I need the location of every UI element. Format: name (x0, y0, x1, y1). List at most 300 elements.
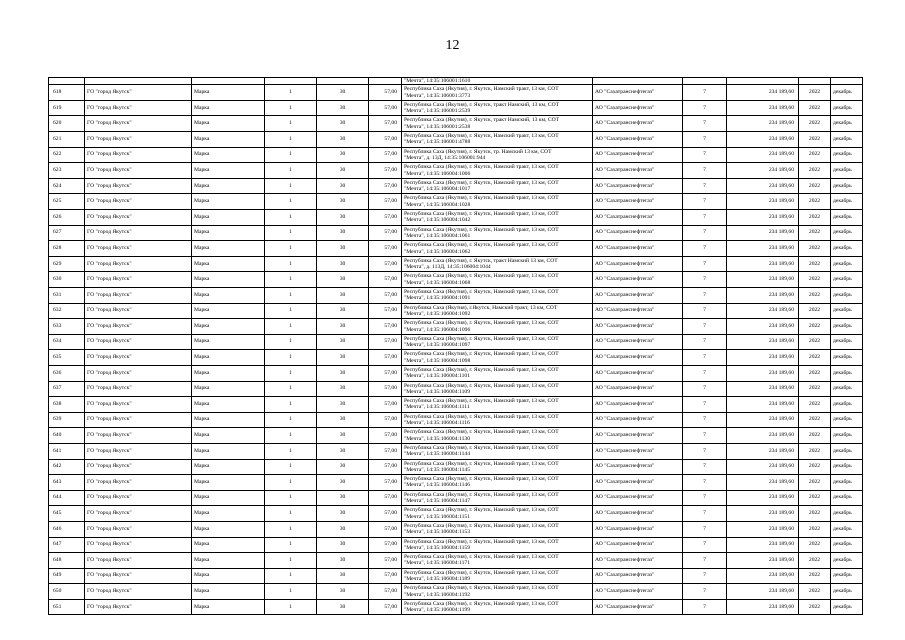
address-line-1: Республика Саха (Якутия), г. Якутск, Намский тракт, 13 км, СОТ (404, 600, 559, 607)
address-cell (402, 288, 593, 304)
address-cell (402, 599, 593, 615)
type-cell: Марка (192, 506, 265, 522)
amount-cell: 57,00 (369, 334, 402, 350)
address-cell (402, 428, 593, 444)
address-line-2: "Мечта", 14:35:106004:1062 (404, 248, 471, 255)
municipality-cell: ГО "город Якутск" (85, 599, 192, 615)
table-body (49, 78, 863, 615)
address-line-2: "Мечта", 14:35:106004:1147 (404, 498, 471, 505)
quantity-cell: 1 (265, 568, 317, 584)
organization-cell: АО "Сахатранснефтегаз" (593, 100, 683, 116)
address-line-2: "Мечта", 14:35:106001:2538 (404, 123, 471, 130)
address-line-2: "Мечта", 14:35:106004:1145 (404, 466, 471, 473)
municipality-cell: ГО "город Якутск" (85, 459, 192, 475)
sum-cell: 234 189,60 (727, 599, 799, 615)
organization-cell: АО "Сахатранснефтегаз" (593, 256, 683, 272)
row-number: 636 (49, 365, 85, 381)
code-cell: 7 (683, 568, 727, 584)
row-number: 644 (49, 490, 85, 506)
amount-cell: 57,00 (369, 537, 402, 553)
quantity-cell: 1 (265, 241, 317, 257)
organization-cell: АО "Сахатранснефтегаз" (593, 584, 683, 600)
table-row (49, 568, 863, 584)
amount-cell: 57,00 (369, 381, 402, 397)
month-cell: декабрь (831, 350, 863, 366)
year-cell: 2022 (799, 147, 831, 163)
sum-cell: 234 189,60 (727, 537, 799, 553)
address-line-2: "Мечта", 14:35:106001:3773 (404, 92, 471, 99)
address-line-2: "Мечта", 14:35:106004:1098 (404, 357, 471, 364)
type-cell: Марка (192, 584, 265, 600)
code-cell: 7 (683, 241, 727, 257)
amount-cell: 57,00 (369, 397, 402, 413)
year-cell: 2022 (799, 163, 831, 179)
organization-cell: АО "Сахатранснефтегаз" (593, 537, 683, 553)
quantity-cell: 1 (265, 521, 317, 537)
amount-cell: 57,00 (369, 584, 402, 600)
value-cell: 30 (317, 241, 369, 257)
table-row (49, 412, 863, 428)
row-number: 648 (49, 553, 85, 569)
address-cell (402, 85, 593, 101)
value-cell: 30 (317, 225, 369, 241)
quantity-cell: 1 (265, 459, 317, 475)
type-cell: Марка (192, 537, 265, 553)
amount-cell: 57,00 (369, 443, 402, 459)
municipality-cell: ГО "город Якутск" (85, 100, 192, 116)
address-line-2: "Мечта", 14:35:106004:1146 (404, 482, 471, 489)
sum-cell: 234 189,60 (727, 506, 799, 522)
code-cell: 7 (683, 584, 727, 600)
value-cell: 30 (317, 288, 369, 304)
address-line-1: Республика Саха (Якутия), г. Якутск, Намский тракт, 13 км, СОТ (404, 538, 559, 545)
address-cell (402, 397, 593, 413)
row-number: 640 (49, 428, 85, 444)
municipality-cell: ГО "город Якутск" (85, 303, 192, 319)
address-cell (402, 365, 593, 381)
organization-cell: АО "Сахатранснефтегаз" (593, 568, 683, 584)
year-cell: 2022 (799, 381, 831, 397)
address-line-1: Республика Саха (Якутия), г. Якутск, Намский тракт, 13 км, СОТ (404, 366, 559, 373)
month-cell: декабрь (831, 272, 863, 288)
type-cell: Марка (192, 553, 265, 569)
year-cell: 2022 (799, 553, 831, 569)
row-number: 650 (49, 584, 85, 600)
address-line-1: Республика Саха (Якутия), г. Якутск, тр. Намский 13 км, СОТ (404, 148, 552, 155)
year-cell: 2022 (799, 537, 831, 553)
address-line-1: Республика Саха (Якутия), г. Якутск, Намский тракт, 13 км, СОТ (404, 413, 559, 420)
code-cell: 7 (683, 225, 727, 241)
municipality-cell: ГО "город Якутск" (85, 334, 192, 350)
row-number: 620 (49, 116, 85, 132)
organization-cell: АО "Сахатранснефтегаз" (593, 443, 683, 459)
year-cell: 2022 (799, 225, 831, 241)
code-cell: 7 (683, 147, 727, 163)
amount-cell: 57,00 (369, 116, 402, 132)
amount-cell: 57,00 (369, 178, 402, 194)
sum-cell: 234 189,60 (727, 475, 799, 491)
table-row (49, 178, 863, 194)
address-line-2: "Мечта", д. 13Д, 14:35:106001:944 (404, 154, 486, 161)
municipality-cell: ГО "город Якутск" (85, 428, 192, 444)
amount-cell: 57,00 (369, 412, 402, 428)
code-cell: 7 (683, 443, 727, 459)
municipality-cell: ГО "город Якутск" (85, 241, 192, 257)
type-cell: Марка (192, 365, 265, 381)
table-row (49, 272, 863, 288)
sum-cell: 234 189,60 (727, 272, 799, 288)
code-cell: 7 (683, 256, 727, 272)
table-row (49, 397, 863, 413)
address-line-1: Республика Саха (Якутия), г. Якутск, Намский тракт, 13 км, СОТ (404, 351, 559, 358)
municipality-cell: ГО "город Якутск" (85, 553, 192, 569)
address-line-2: "Мечта", 14:35:106004:1006 (404, 170, 471, 177)
type-cell: Марка (192, 116, 265, 132)
table-row (49, 303, 863, 319)
table-cell (593, 78, 683, 85)
month-cell: декабрь (831, 288, 863, 304)
type-cell: Марка (192, 272, 265, 288)
sum-cell: 234 189,60 (727, 334, 799, 350)
municipality-cell: ГО "город Якутск" (85, 272, 192, 288)
value-cell: 30 (317, 521, 369, 537)
table-cell (49, 78, 85, 85)
row-number: 627 (49, 225, 85, 241)
table-cell (831, 78, 863, 85)
quantity-cell: 1 (265, 303, 317, 319)
type-cell: Марка (192, 459, 265, 475)
type-cell: Марка (192, 163, 265, 179)
municipality-cell: ГО "город Якутск" (85, 85, 192, 101)
code-cell: 7 (683, 288, 727, 304)
month-cell: декабрь (831, 381, 863, 397)
value-cell: 30 (317, 163, 369, 179)
sum-cell: 234 189,60 (727, 288, 799, 304)
table-row (49, 334, 863, 350)
table-row (49, 225, 863, 241)
address-line-1: Республика Саха (Якутия), г. Якутск, тракт Намский, 13 км, СОТ (404, 117, 560, 124)
sum-cell: 234 189,60 (727, 163, 799, 179)
table-row (49, 241, 863, 257)
organization-cell: АО "Сахатранснефтегаз" (593, 319, 683, 335)
address-line-2: "Мечта", 14:35:106004:1192 (404, 591, 471, 598)
quantity-cell: 1 (265, 490, 317, 506)
month-cell: декабрь (831, 85, 863, 101)
municipality-cell: ГО "город Якутск" (85, 132, 192, 148)
type-cell: Марка (192, 85, 265, 101)
month-cell: декабрь (831, 584, 863, 600)
value-cell: 30 (317, 475, 369, 491)
table-row-fragment (49, 78, 863, 85)
code-cell: 7 (683, 350, 727, 366)
organization-cell: АО "Сахатранснефтегаз" (593, 225, 683, 241)
municipality-cell: ГО "город Якутск" (85, 163, 192, 179)
month-cell: декабрь (831, 178, 863, 194)
month-cell: декабрь (831, 475, 863, 491)
year-cell: 2022 (799, 303, 831, 319)
year-cell: 2022 (799, 365, 831, 381)
quantity-cell: 1 (265, 288, 317, 304)
amount-cell: 57,00 (369, 288, 402, 304)
month-cell: декабрь (831, 397, 863, 413)
sum-cell: 234 189,60 (727, 553, 799, 569)
address-line-2: "Мечта", 14:35:106004:1028 (404, 201, 471, 208)
table-row (49, 428, 863, 444)
quantity-cell: 1 (265, 350, 317, 366)
amount-cell: 57,00 (369, 428, 402, 444)
table-row (49, 475, 863, 491)
table-cell (799, 78, 831, 85)
year-cell: 2022 (799, 288, 831, 304)
municipality-cell: ГО "город Якутск" (85, 443, 192, 459)
amount-cell: 57,00 (369, 319, 402, 335)
row-number: 637 (49, 381, 85, 397)
amount-cell: 57,00 (369, 100, 402, 116)
code-cell: 7 (683, 178, 727, 194)
amount-cell: 57,00 (369, 475, 402, 491)
table-row (49, 194, 863, 210)
address-line-1: Республика Саха (Якутия), г. Якутск, Намский тракт, 13 км, СОТ (404, 335, 559, 342)
address-cell (402, 381, 593, 397)
type-cell: Марка (192, 428, 265, 444)
sum-cell: 234 189,60 (727, 319, 799, 335)
code-cell: 7 (683, 210, 727, 226)
quantity-cell: 1 (265, 537, 317, 553)
table-row (49, 256, 863, 272)
value-cell: 30 (317, 428, 369, 444)
sum-cell: 234 189,60 (727, 459, 799, 475)
municipality-cell: ГО "город Якутск" (85, 490, 192, 506)
address-line-1: Республика Саха (Якутия), г. Якутск, Намский тракт, 13 км, СОТ (404, 522, 559, 529)
table-row (49, 319, 863, 335)
row-number: 651 (49, 599, 85, 615)
sum-cell: 234 189,60 (727, 490, 799, 506)
address-line-1: Республика Саха (Якутия), г. Якутск, Намский тракт, 13 км, СОТ (404, 398, 559, 405)
address-cell: "Мечта", 14:35:106001:1610 (402, 78, 593, 85)
address-line-1: Республика Саха (Якутия), г. Якутск, Намский тракт, 13 км, СОТ (404, 179, 559, 186)
month-cell: декабрь (831, 100, 863, 116)
quantity-cell: 1 (265, 225, 317, 241)
type-cell: Марка (192, 475, 265, 491)
code-cell: 7 (683, 428, 727, 444)
type-cell: Марка (192, 288, 265, 304)
year-cell: 2022 (799, 475, 831, 491)
address-line-1: Республика Саха (Якутия), г. Якутск, Намский тракт, 13 км, СОТ (404, 273, 559, 280)
amount-cell: 57,00 (369, 194, 402, 210)
address-line-2: "Мечта", 14:35:106001:4788 (404, 139, 471, 146)
organization-cell: АО "Сахатранснефтегаз" (593, 475, 683, 491)
table-row (49, 85, 863, 101)
table-cell (683, 78, 727, 85)
table-row (49, 116, 863, 132)
table-row (49, 443, 863, 459)
row-number: 621 (49, 132, 85, 148)
address-line-1: Республика Саха (Якутия), г. Якутск, Намский тракт, 13 км, СОТ (404, 211, 559, 218)
year-cell: 2022 (799, 412, 831, 428)
row-number: 638 (49, 397, 85, 413)
value-cell: 30 (317, 537, 369, 553)
address-cell (402, 100, 593, 116)
table-row (49, 132, 863, 148)
address-line-1: Республика Саха (Якутия), г. Якутск, Намский тракт, 13 км, СОТ (404, 554, 559, 561)
sum-cell: 234 189,60 (727, 116, 799, 132)
value-cell: 30 (317, 490, 369, 506)
year-cell: 2022 (799, 521, 831, 537)
address-line-1: Республика Саха (Якутия), г. Якутск, тракт Намский, 13 км, СОТ (404, 101, 560, 108)
code-cell: 7 (683, 521, 727, 537)
address-line-2: "Мечта", 14:35:106004:1144 (404, 451, 471, 458)
year-cell: 2022 (799, 443, 831, 459)
year-cell: 2022 (799, 506, 831, 522)
value-cell: 30 (317, 100, 369, 116)
code-cell: 7 (683, 553, 727, 569)
type-cell: Марка (192, 490, 265, 506)
row-number: 633 (49, 319, 85, 335)
code-cell: 7 (683, 272, 727, 288)
table-row (49, 599, 863, 615)
type-cell: Марка (192, 147, 265, 163)
value-cell: 30 (317, 350, 369, 366)
municipality-cell: ГО "город Якутск" (85, 365, 192, 381)
value-cell: 30 (317, 85, 369, 101)
year-cell: 2022 (799, 350, 831, 366)
value-cell: 30 (317, 365, 369, 381)
quantity-cell: 1 (265, 599, 317, 615)
year-cell: 2022 (799, 599, 831, 615)
table-row (49, 365, 863, 381)
sum-cell: 234 189,60 (727, 132, 799, 148)
row-number: 626 (49, 210, 85, 226)
sum-cell: 234 189,60 (727, 100, 799, 116)
address-line-1: Республика Саха (Якутия), г.Якутск, Намский тракт, 13 км, СОТ (404, 304, 558, 311)
amount-cell: 57,00 (369, 506, 402, 522)
municipality-cell: ГО "город Якутск" (85, 116, 192, 132)
month-cell: декабрь (831, 521, 863, 537)
sum-cell: 234 189,60 (727, 194, 799, 210)
year-cell: 2022 (799, 490, 831, 506)
organization-cell: АО "Сахатранснефтегаз" (593, 178, 683, 194)
month-cell: декабрь (831, 537, 863, 553)
type-cell: Марка (192, 178, 265, 194)
municipality-cell: ГО "город Якутск" (85, 537, 192, 553)
address-cell (402, 225, 593, 241)
code-cell: 7 (683, 194, 727, 210)
sum-cell: 234 189,60 (727, 443, 799, 459)
organization-cell: АО "Сахатранснефтегаз" (593, 350, 683, 366)
amount-cell: 57,00 (369, 553, 402, 569)
value-cell: 30 (317, 194, 369, 210)
address-line-2: "Мечта", 14:35:106004:1111 (404, 404, 470, 411)
amount-cell: 57,00 (369, 490, 402, 506)
table-row (49, 210, 863, 226)
quantity-cell: 1 (265, 443, 317, 459)
table-cell (727, 78, 799, 85)
month-cell: декабрь (831, 210, 863, 226)
table-row (49, 537, 863, 553)
address-cell (402, 537, 593, 553)
month-cell: декабрь (831, 303, 863, 319)
month-cell: декабрь (831, 256, 863, 272)
table-row (49, 288, 863, 304)
address-line-2: "Мечта", 14:35:106004:1159 (404, 544, 471, 551)
address-cell (402, 163, 593, 179)
organization-cell: АО "Сахатранснефтегаз" (593, 521, 683, 537)
value-cell: 30 (317, 116, 369, 132)
organization-cell: АО "Сахатранснефтегаз" (593, 428, 683, 444)
month-cell: декабрь (831, 334, 863, 350)
value-cell: 30 (317, 584, 369, 600)
value-cell: 30 (317, 303, 369, 319)
row-number: 641 (49, 443, 85, 459)
sum-cell: 234 189,60 (727, 178, 799, 194)
quantity-cell: 1 (265, 210, 317, 226)
address-cell (402, 584, 593, 600)
organization-cell: АО "Сахатранснефтегаз" (593, 365, 683, 381)
year-cell: 2022 (799, 319, 831, 335)
table-row (49, 553, 863, 569)
organization-cell: АО "Сахатранснефтегаз" (593, 241, 683, 257)
value-cell: 30 (317, 599, 369, 615)
quantity-cell: 1 (265, 584, 317, 600)
address-cell (402, 506, 593, 522)
table-row (49, 100, 863, 116)
organization-cell: АО "Сахатранснефтегаз" (593, 381, 683, 397)
month-cell: декабрь (831, 225, 863, 241)
address-line-2: "Мечта", 14:35:106004:1116 (404, 420, 470, 427)
quantity-cell: 1 (265, 116, 317, 132)
sum-cell: 234 189,60 (727, 428, 799, 444)
organization-cell: АО "Сахатранснефтегаз" (593, 397, 683, 413)
sum-cell: 234 189,60 (727, 365, 799, 381)
amount-cell: 57,00 (369, 303, 402, 319)
table-cell (369, 78, 402, 85)
code-cell: 7 (683, 303, 727, 319)
address-line-2: "Мечта", 14:35:106004:1092 (404, 310, 471, 317)
type-cell: Марка (192, 100, 265, 116)
table-row (49, 350, 863, 366)
address-cell (402, 256, 593, 272)
value-cell: 30 (317, 178, 369, 194)
value-cell: 30 (317, 147, 369, 163)
quantity-cell: 1 (265, 365, 317, 381)
row-number: 631 (49, 288, 85, 304)
quantity-cell: 1 (265, 178, 317, 194)
quantity-cell: 1 (265, 475, 317, 491)
code-cell: 7 (683, 163, 727, 179)
amount-cell: 57,00 (369, 256, 402, 272)
row-number: 645 (49, 506, 85, 522)
amount-cell: 57,00 (369, 599, 402, 615)
quantity-cell: 1 (265, 256, 317, 272)
quantity-cell: 1 (265, 163, 317, 179)
quantity-cell: 1 (265, 506, 317, 522)
type-cell: Марка (192, 412, 265, 428)
year-cell: 2022 (799, 272, 831, 288)
address-line-1: Республика Саха (Якутия), г. Якутск, Намский тракт, 13 км, СОТ (404, 195, 559, 202)
municipality-cell: ГО "город Якутск" (85, 506, 192, 522)
month-cell: декабрь (831, 459, 863, 475)
address-line-1: Республика Саха (Якутия), г. Якутск, Намский тракт, 13 км, СОТ (404, 476, 559, 483)
quantity-cell: 1 (265, 334, 317, 350)
organization-cell: АО "Сахатранснефтегаз" (593, 553, 683, 569)
month-cell: декабрь (831, 116, 863, 132)
address-cell (402, 459, 593, 475)
address-line-1: Республика Саха (Якутия), г. Якутск, Намский тракт, 13 км, СОТ (404, 86, 559, 93)
row-number: 623 (49, 163, 85, 179)
address-cell (402, 178, 593, 194)
value-cell: 30 (317, 412, 369, 428)
type-cell: Марка (192, 334, 265, 350)
